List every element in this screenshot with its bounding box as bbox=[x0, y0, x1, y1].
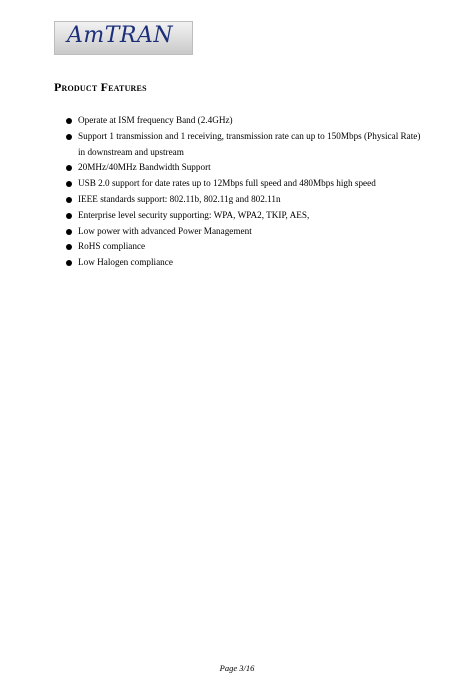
bullet-icon bbox=[66, 181, 72, 187]
bullet-icon bbox=[66, 260, 72, 266]
bullet-icon bbox=[66, 213, 72, 219]
feature-item bbox=[66, 113, 426, 129]
feature-text: Low Halogen compliance bbox=[78, 257, 173, 268]
feature-item bbox=[66, 208, 426, 224]
feature-item bbox=[66, 239, 426, 255]
feature-item bbox=[66, 129, 426, 161]
feature-text: USB 2.0 support for date rates up to 12Mbps full speed and 480Mbps high speed bbox=[78, 178, 376, 189]
bullet-icon bbox=[66, 118, 72, 124]
section-title: Product Features bbox=[54, 80, 147, 94]
feature-text: RoHS compliance bbox=[78, 241, 146, 252]
feature-text: Operate at ISM frequency Band (2.4GHz) bbox=[78, 115, 233, 125]
bullet-icon bbox=[66, 244, 72, 250]
feature-item bbox=[66, 176, 426, 192]
bullet-icon bbox=[66, 197, 72, 203]
feature-list bbox=[66, 113, 426, 271]
company-logo bbox=[54, 21, 193, 55]
logo-text: AmTRAN bbox=[67, 23, 174, 48]
feature-item bbox=[66, 255, 426, 271]
page-number: Page 3/16 bbox=[219, 663, 255, 673]
feature-text: Support 1 transmission and 1 receiving, transmission rate can up to 150Mbps (Physical Rate) in downstream and upstream bbox=[78, 130, 421, 157]
bullet-icon bbox=[66, 229, 72, 235]
feature-text: Low power with advanced Power Management bbox=[78, 225, 252, 236]
feature-item bbox=[66, 192, 426, 208]
bullet-icon bbox=[66, 134, 72, 140]
feature-item bbox=[66, 224, 426, 240]
feature-text: IEEE standards support: 802.11b, 802.11g and 802.11n bbox=[78, 193, 281, 204]
feature-text: Enterprise level security supporting: WPA, WPA2, TKIP, AES, bbox=[78, 209, 310, 220]
feature-item bbox=[66, 160, 426, 176]
bullet-icon bbox=[66, 165, 72, 171]
feature-text: 20MHz/40MHz Bandwidth Support bbox=[78, 162, 211, 173]
